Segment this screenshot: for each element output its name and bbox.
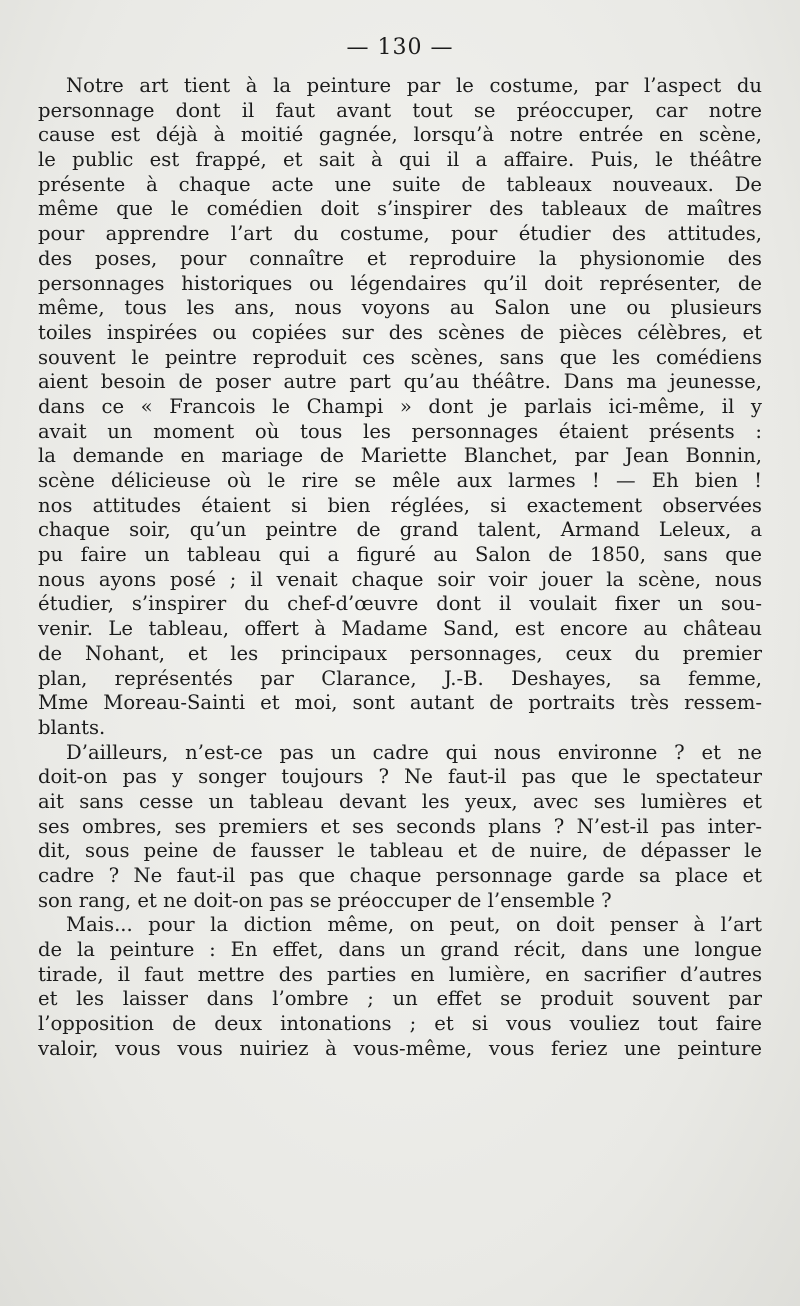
page-number: — 130 — [346,35,454,60]
text-line: scène délicieuse où le rire se mêle aux larmes ! — Eh bien ! [38,469,762,492]
text-line: D’ailleurs, n’est-ce pas un cadre qui nous environne ? et ne [66,740,762,764]
text-line: aient besoin de poser autre part qu’au théâtre. Dans ma jeunesse, [38,370,762,394]
text-line: de la peinture : En effet, dans un grand récit, dans une longue [38,938,762,962]
text-line: même, tous les ans, nous voyons au Salon une ou plusieurs [38,296,762,320]
text-line: nos attitudes étaient si bien réglées, si exactement observées [38,493,762,517]
text-line: doit-on pas y songer toujours ? Ne faut-il pas que le spectateur [38,765,762,789]
text-line: toiles inspirées ou copiées sur des scènes de pièces célèbres, et [38,320,762,344]
text-line: chaque soir, qu’un peintre de grand talent, Armand Leleux, a [38,518,762,542]
body-text [38,74,762,1062]
text-line: blants. [38,715,106,739]
text-line: souvent le peintre reproduit ces scènes, sans que les comédiens [38,345,762,369]
text-line: Mme Moreau-Sainti et moi, sont autant de portraits très ressem- [38,691,762,715]
text-line: son rang, et ne doit-on pas se préoccuper de l’ensemble ? [38,888,612,912]
text-line: étudier, s’inspirer du chef-d’œuvre dont il voulait fixer un sou- [38,592,762,616]
text-line: avait un moment où tous les personnages étaient présents : [38,419,762,443]
text-line: tirade, il faut mettre des parties en lumière, en sacrifier d’autres [38,962,762,986]
text-line: même que le comédien doit s’inspirer des tableaux de maîtres [38,197,762,221]
text-line: ses ombres, ses premiers et ses seconds plans ? N’est-il pas inter- [38,814,762,838]
text-line: personnages historiques ou légendaires qu’il doit représenter, de [38,271,762,295]
text-line: plan, représentés par Clarance, J.-B. Deshayes, sa femme, [38,666,762,690]
text-line: et les laisser dans l’ombre ; un effet se produit souvent par [38,987,762,1011]
text-line: pu faire un tableau qui a figuré au Salon de 1850, sans que [38,543,762,567]
text-line: personnage dont il faut avant tout se préoccuper, car notre [38,98,762,122]
text-line: Notre art tient à la peinture par le costume, par l’aspect du [66,74,762,97]
text-line: Mais... pour la diction même, on peut, on doit penser à l’art [66,913,762,937]
text-line: valoir, vous vous nuiriez à vous-même, vous feriez une peinture [38,1036,762,1060]
text-line: cause est déjà à moitié gagnée, lorsqu’à notre entrée en scène, [38,123,762,147]
text-line: nous ayons posé ; il venait chaque soir voir jouer la scène, nous [38,567,762,591]
text-line: dit, sous peine de fausser le tableau et de nuire, de dépasser le [38,839,762,863]
text-line: des poses, pour connaître et reproduire la physionomie des [38,246,762,270]
text-line: pour apprendre l’art du costume, pour étudier des attitudes, [38,222,762,246]
text-line: cadre ? Ne faut-il pas que chaque personnage garde sa place et [38,864,762,887]
text-line: venir. Le tableau, offert à Madame Sand, est encore au château [38,617,762,641]
text-line: le public est frappé, et sait à qui il a affaire. Puis, le théâtre [38,148,762,172]
text-line: ait sans cesse un tableau devant les yeux, avec ses lumières et [38,789,762,813]
text-line: de Nohant, et les principaux personnages, ceux du premier [38,641,762,665]
text-line: l’opposition de deux intonations ; et si vous vouliez tout faire [38,1012,762,1036]
text-line: dans ce « Francois le Champi » dont je parlais ici-même, il y [38,394,762,418]
text-line: présente à chaque acte une suite de tableaux nouveaux. De [38,172,762,196]
text-line: la demande en mariage de Mariette Blanchet, par Jean Bonnin, [38,444,762,468]
